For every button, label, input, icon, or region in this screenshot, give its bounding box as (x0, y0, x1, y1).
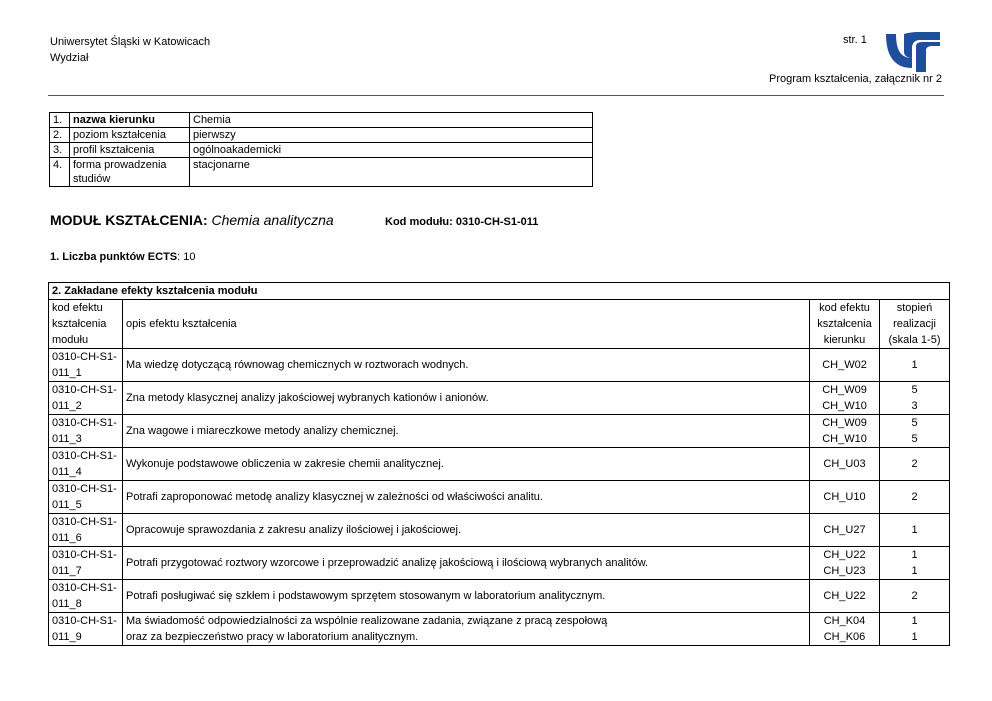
direction-code: CH_W09 CH_W10 (810, 382, 880, 415)
col-header-direction-code: kod efektu kształcenia kierunku (810, 300, 880, 349)
table-row (49, 514, 950, 547)
table-row (49, 613, 950, 646)
direction-code: CH_U22 (810, 580, 880, 613)
outcome-code: 0310-CH-S1-011_1 (49, 349, 123, 382)
table-header-row (49, 300, 950, 349)
program-info-table (49, 112, 593, 187)
info-num: 2. (50, 128, 70, 143)
outcome-description: Potrafi zaproponować metodę analizy klasycznej w zależności od właściwości analitu. (123, 481, 810, 514)
faculty-name: Wydział (50, 52, 89, 64)
table-row (49, 481, 950, 514)
table-row (49, 448, 950, 481)
direction-code: CH_U22 CH_U23 (810, 547, 880, 580)
program-annex: Program kształcenia, załącznik nr 2 (768, 73, 942, 85)
outcome-description: Potrafi przygotować roztwory wzorcowe i przeprowadzić analizę jakościową i ilościową wybranych analitów. (123, 547, 810, 580)
realization-level: 1 1 (880, 547, 950, 580)
outcome-code: 0310-CH-S1-011_8 (49, 580, 123, 613)
col-header-level: stopień realizacji (skala 1-5) (880, 300, 950, 349)
learning-outcomes-table (48, 282, 950, 646)
info-value: pierwszy (190, 128, 593, 143)
info-num: 1. (50, 113, 70, 128)
ects-label: 1. Liczba punktów ECTS (50, 251, 178, 263)
direction-code: CH_U03 (810, 448, 880, 481)
module-heading (50, 212, 334, 228)
header-divider (48, 95, 944, 96)
realization-level: 2 (880, 448, 950, 481)
ects-value: : 10 (177, 251, 196, 263)
university-name: Uniwersytet Śląski w Katowicach (50, 36, 211, 48)
outcome-description: Ma świadomość odpowiedzialności za wspólnie realizowane zadania, związane z pracą zespołową oraz za bezpieczeństwo pracy w laboratorium analitycznym. (123, 613, 810, 646)
info-row (50, 143, 593, 158)
info-label: profil kształcenia (70, 143, 190, 158)
table-row (49, 547, 950, 580)
page-number: str. 1 (843, 34, 867, 46)
info-label: forma prowadzenia studiów (70, 158, 190, 187)
module-name: Chemia analityczna (211, 212, 334, 228)
module-label: MODUŁ KSZTAŁCENIA: (50, 212, 208, 228)
table-title-row (49, 283, 950, 300)
outcome-description: Opracowuje sprawozdania z zakresu analizy ilościowej i jakościowej. (123, 514, 810, 547)
table-row (49, 349, 950, 382)
outcome-code: 0310-CH-S1-011_6 (49, 514, 123, 547)
outcome-description: Potrafi posługiwać się szkłem i podstawowym sprzętem stosowanym w laboratorium analitycznym. (123, 580, 810, 613)
info-row (50, 128, 593, 143)
university-logo (882, 28, 942, 74)
info-value: ogólnoakademicki (190, 143, 593, 158)
direction-code: CH_U10 (810, 481, 880, 514)
header-institution (50, 34, 210, 66)
realization-level: 1 1 (880, 613, 950, 646)
direction-code: CH_K04 CH_K06 (810, 613, 880, 646)
outcome-description: Zna wagowe i miareczkowe metody analizy chemicznej. (123, 415, 810, 448)
outcome-description: Ma wiedzę dotyczącą równowag chemicznych w roztworach wodnych. (123, 349, 810, 382)
direction-code: CH_U27 (810, 514, 880, 547)
outcome-code: 0310-CH-S1-011_7 (49, 547, 123, 580)
table-row (49, 580, 950, 613)
direction-code: CH_W09 CH_W10 (810, 415, 880, 448)
info-value: Chemia (190, 113, 593, 128)
outcome-code: 0310-CH-S1-011_4 (49, 448, 123, 481)
info-label: poziom kształcenia (70, 128, 190, 143)
outcome-code: 0310-CH-S1-011_3 (49, 415, 123, 448)
col-header-description: opis efektu kształcenia (123, 300, 810, 349)
info-row (50, 158, 593, 187)
realization-level: 5 5 (880, 415, 950, 448)
info-value: stacjonarne (190, 158, 593, 187)
table-title: 2. Zakładane efekty kształcenia modułu (49, 283, 950, 300)
ects-line (50, 251, 195, 263)
outcome-description: Wykonuje podstawowe obliczenia w zakresie chemii analitycznej. (123, 448, 810, 481)
info-label: nazwa kierunku (70, 113, 190, 128)
module-code: Kod modułu: 0310-CH-S1-011 (385, 216, 539, 228)
info-num: 3. (50, 143, 70, 158)
outcome-description: Zna metody klasycznej analizy jakościowej wybranych kationów i anionów. (123, 382, 810, 415)
table-row (49, 415, 950, 448)
info-row (50, 113, 593, 128)
realization-level: 5 3 (880, 382, 950, 415)
outcome-code: 0310-CH-S1-011_2 (49, 382, 123, 415)
outcome-code: 0310-CH-S1-011_5 (49, 481, 123, 514)
col-header-module-code: kod efektu kształcenia modułu (49, 300, 123, 349)
realization-level: 1 (880, 349, 950, 382)
table-row (49, 382, 950, 415)
outcome-code: 0310-CH-S1-011_9 (49, 613, 123, 646)
info-num: 4. (50, 158, 70, 187)
realization-level: 1 (880, 514, 950, 547)
realization-level: 2 (880, 481, 950, 514)
realization-level: 2 (880, 580, 950, 613)
direction-code: CH_W02 (810, 349, 880, 382)
